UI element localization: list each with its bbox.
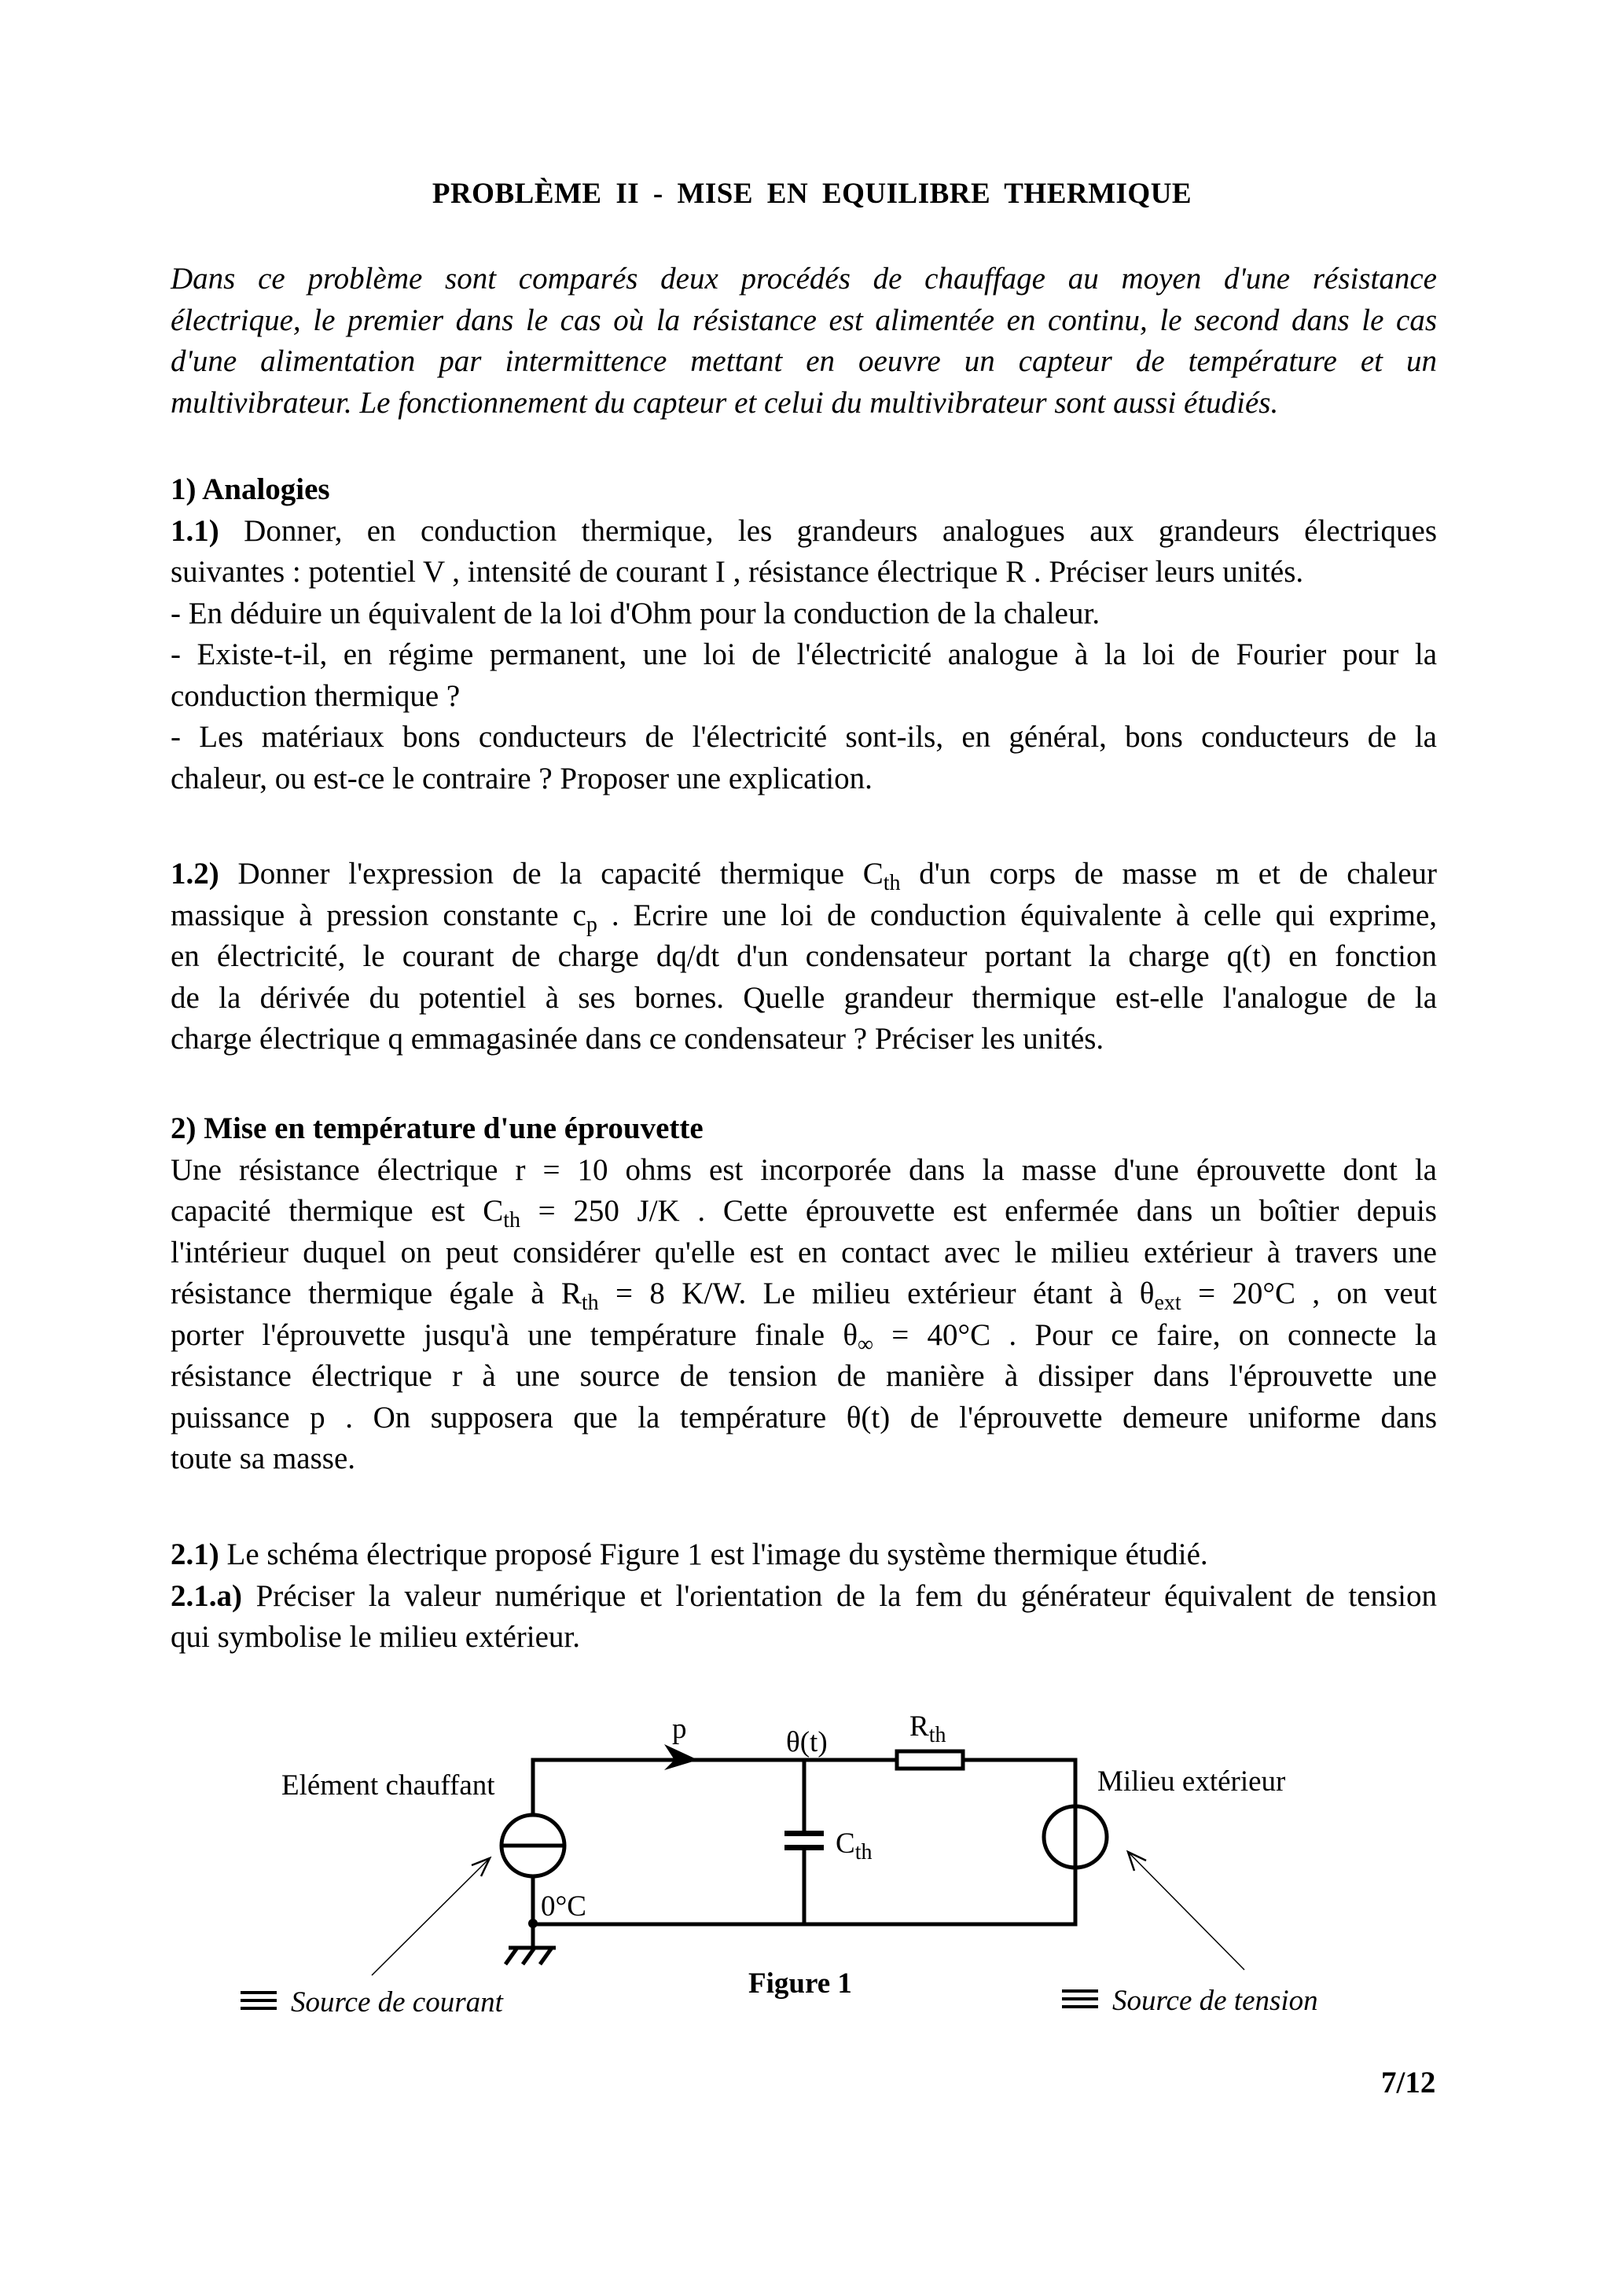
equivalent-icon [241,1991,277,2010]
legend-text: Source de tension [1112,1985,1318,2017]
text-line: - Existe-t-il, en régime permanent, une loi de l'électricité analogue à la loi de Fourier pour la [171,637,1437,671]
text: = 8 K/W. Le milieu extérieur étant à θ [598,1277,1155,1310]
text: Donner, en conduction thermique, les grandeurs analogues aux grandeurs électriques [244,513,1438,548]
text: massique à pression constante c [171,898,586,932]
label-node-temp: θ(t) [786,1726,828,1758]
label-capacitance [836,1828,873,1864]
intro-line: multivibrateur. Le fonctionnement du capteur et celui du multivibrateur sont aussi étudiés. [171,385,1279,420]
text: . Ecrire une loi de conduction équivalente à celle qui exprime, [597,898,1438,932]
capacitor-plate-icon [784,1845,824,1850]
text: = 40°C . Pour ce faire, on connecte la [873,1317,1437,1352]
subscript: th [854,1840,873,1864]
text-line: puissance p . On supposera que la température θ(t) de l'éprouvette demeure uniforme dans [171,1400,1437,1435]
label-heater: Elément chauffant [281,1769,495,1802]
subscript: ext [1154,1291,1181,1315]
current-source-icon [502,1815,564,1876]
label-power: p [672,1713,687,1745]
text-line: Une résistance électrique r = 10 ohms est incorporée dans la masse d'une éprouvette dont la [171,1152,1437,1187]
symbol: C [836,1828,855,1860]
text: Préciser la valeur numérique et l'orientation de la fem du générateur équivalent de tension [255,1578,1437,1613]
label-outside: Milieu extérieur [1097,1765,1286,1798]
question-label: 2.1) [171,1537,219,1571]
legend-current-source [241,1987,503,2019]
page-title: PROBLÈME II - MISE EN EQUILIBRE THERMIQUE [432,178,1192,210]
node-dot-icon [528,1919,538,1928]
question-label: 1.2) [171,857,219,891]
figure-caption: Figure 1 [748,1967,852,2000]
text-line: suivantes : potentiel V , intensité de courant I , résistance électrique R . Préciser leurs unités. [171,555,1304,589]
ground-icon [505,1948,556,1964]
subscript: th [581,1291,599,1315]
subscript: ∞ [858,1332,873,1357]
equivalent-icon [1062,1989,1098,2008]
question-label: 2.1.a) [171,1578,242,1613]
arrow-right-icon [664,1744,698,1770]
text: d'un corps de masse m et de chaleur [900,857,1437,891]
text-line: conduction thermique ? [171,678,461,713]
text-line: qui symbolise le milieu extérieur. [171,1620,580,1654]
text: porter l'éprouvette jusqu'à une température finale θ [171,1317,858,1352]
text: Donner l'expression de la capacité thermique C [237,857,884,891]
text-line: chaleur, ou est-ce le contraire ? Proposer une explication. [171,761,873,795]
text-line: résistance électrique r à une source de tension de manière à dissiper dans l'éprouvette une [171,1359,1437,1393]
intro-line: d'une alimentation par intermittence mettant en oeuvre un capteur de température et un [171,344,1437,378]
text-line: - Les matériaux bons conducteurs de l'électricité sont-ils, en général, bons conducteurs de la [171,720,1437,754]
text-line: toute sa masse. [171,1442,356,1475]
capacitor-plate-icon [784,1831,824,1836]
subscript: th [503,1208,520,1232]
section-heading-2: 2) Mise en température d'une éprouvette [171,1111,704,1145]
pointer-arrow-icon [372,1858,490,1975]
section-heading-1: 1) Analogies [171,472,330,506]
legend-text: Source de courant [291,1986,503,2019]
text: = 250 J/K . Cette éprouvette est enfermée dans un boîtier depuis [520,1194,1437,1228]
symbol: R [909,1710,929,1743]
legend-voltage-source [1062,1986,1318,2017]
label-resistance [909,1710,946,1747]
subscript: th [883,871,901,895]
resistor-icon [897,1751,963,1769]
text-line: de la dérivée du potentiel à ses bornes. Quelle grandeur thermique est-elle l'analogue de la [171,980,1437,1015]
text-line: en électricité, le courant de charge dq/dt d'un condensateur portant la charge q(t) en fonction [171,939,1437,973]
text-line: - En déduire un équivalent de la loi d'Ohm pour la conduction de la chaleur. [171,596,1100,630]
pointer-arrow-icon [1128,1852,1244,1970]
text: Le schéma électrique proposé Figure 1 est l'image du système thermique étudié. [226,1537,1208,1571]
text: capacité thermique est C [171,1194,504,1228]
intro-line: électrique, le premier dans le cas où la résistance est alimentée en continu, le second dans le cas [171,303,1437,337]
text-line: charge électrique q emmagasinée dans ce condensateur ? Préciser les unités. [171,1022,1104,1056]
intro-line: Dans ce problème sont comparés deux procédés de chauffage au moyen d'une résistance [171,262,1437,296]
text: = 20°C , on veut [1181,1277,1437,1310]
text-line: l'intérieur duquel on peut considérer qu'elle est en contact avec le milieu extérieur à travers une [171,1235,1437,1269]
subscript: th [928,1723,946,1747]
text: résistance thermique égale à R [171,1277,582,1310]
label-ground-temp: 0°C [541,1890,586,1923]
subscript: p [586,912,597,937]
question-label: 1.1) [171,513,219,548]
page-number: 7/12 [1381,2066,1436,2099]
